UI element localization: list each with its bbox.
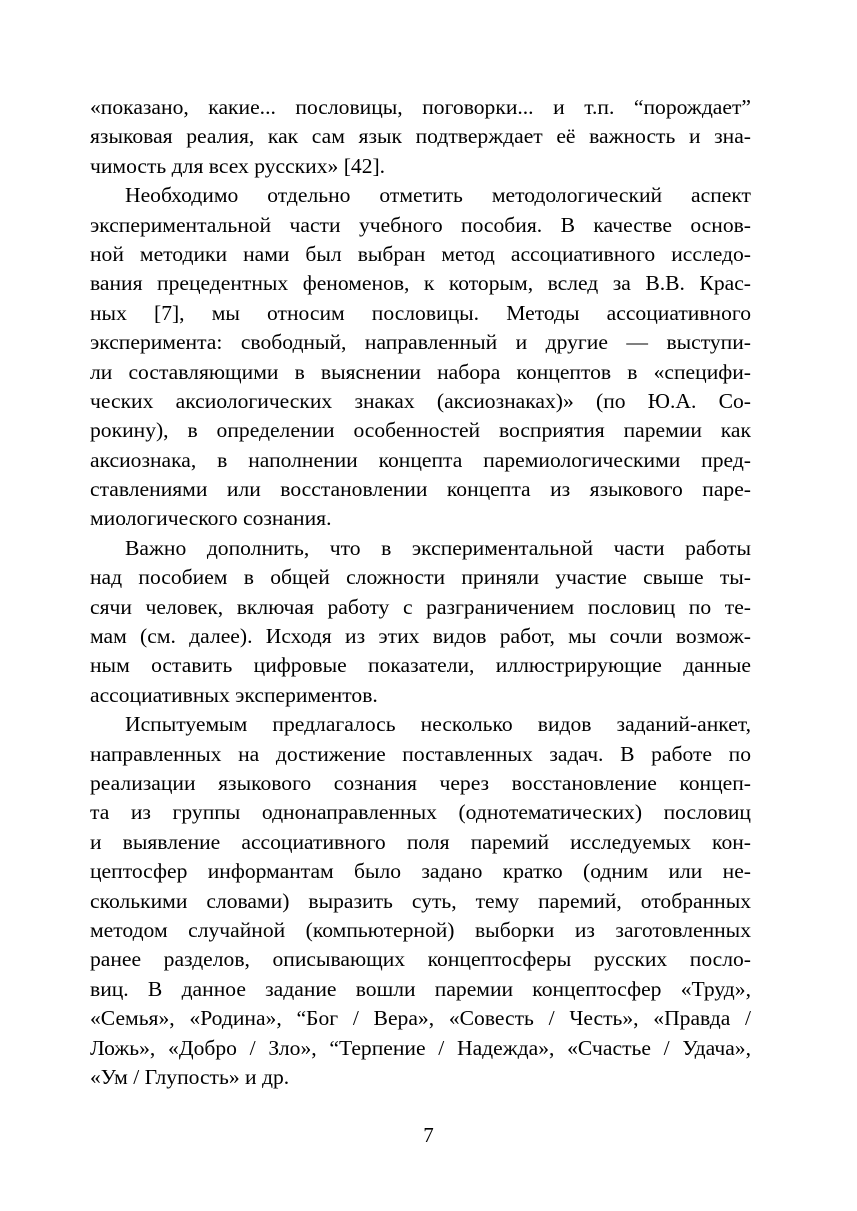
page-body: [90, 93, 751, 1092]
text-line: мам (см. далее). Исходя из этих видов работ, мы сочли возмож-: [90, 624, 751, 649]
page-number: 7: [423, 1123, 434, 1147]
text-line: чимость для всех русских» [42].: [90, 153, 386, 178]
text-line: ной методики нами был выбран метод ассоциативного исследо-: [90, 241, 751, 266]
text-line: эксперимента: свободный, направленный и другие — выступи-: [90, 330, 751, 355]
text-line: методом случайной (компьютерной) выборки из заготовленных: [90, 917, 751, 942]
text-line: «показано, какие... пословицы, поговорки... и т.п. “порождает”: [90, 95, 751, 119]
text-line: рокину), в определении особенностей восприятия паремии как: [90, 418, 751, 443]
text-line: сколькими словами) выразить суть, тему паремий, отобранных: [90, 888, 751, 913]
text-line: ставлениями или восстановлении концепта из языкового паре-: [90, 477, 751, 502]
text-line: реализации языкового сознания через восстановление концеп-: [90, 770, 751, 795]
text-line: «Ум / Глупость» и др.: [90, 1064, 290, 1089]
text-line: ассоциативных экспериментов.: [90, 682, 378, 707]
text-line: Важно дополнить, что в экспериментальной части работы: [125, 535, 751, 560]
text-line: виц. В данное задание вошли паремии концептосфер «Труд»,: [90, 976, 751, 1001]
text-line: аксиознака, в наполнении концепта паремиологическими пред-: [90, 447, 751, 472]
text-line: ным оставить цифровые показатели, иллюстрирующие данные: [90, 653, 751, 678]
text-line: ли составляющими в выяснении набора концептов в «специфи-: [90, 359, 751, 384]
text-line: направленных на достижение поставленных задач. В работе по: [90, 741, 751, 766]
text-line: ческих аксиологических знаках (аксиознаках)» (по Ю.А. Со-: [90, 388, 751, 413]
text-line: Испытуемым предлагалось несколько видов заданий-анкет,: [125, 712, 751, 737]
text-line: и выявление ассоциативного поля паремий исследуемых кон-: [90, 829, 751, 854]
text-line: миологического сознания.: [90, 506, 332, 531]
text-line: экспериментальной части учебного пособия. В качестве основ-: [90, 212, 751, 237]
text-line: ранее разделов, описывающих концептосферы русских посло-: [90, 947, 751, 972]
text-line: ных [7], мы относим пословицы. Методы ассоциативного: [90, 300, 751, 325]
text-line: сячи человек, включая работу с разграничением пословиц по те-: [90, 594, 751, 619]
paragraph-3: [90, 534, 751, 710]
paragraph-2: [90, 181, 751, 534]
text-line: та из группы однонаправленных (однотематических) пословиц: [90, 800, 751, 825]
text-line: Ложь», «Добро / Зло», “Терпение / Надежда», «Счастье / Удача»,: [90, 1035, 751, 1060]
text-line: над пособием в общей сложности приняли участие свыше ты-: [90, 565, 751, 590]
text-line: цептосфер информантам было задано кратко (одним или не-: [90, 859, 751, 884]
paragraph-1: [90, 93, 751, 181]
paragraph-4: [90, 710, 751, 1092]
text-line: Необходимо отдельно отметить методологический аспект: [125, 183, 751, 208]
text-line: вания прецедентных феноменов, к которым, вслед за В.В. Крас-: [90, 271, 751, 296]
text-line: языковая реалия, как сам язык подтверждает её важность и зна-: [90, 124, 751, 149]
text-line: «Семья», «Родина», “Бог / Вера», «Совесть / Честь», «Правда /: [90, 1006, 751, 1031]
